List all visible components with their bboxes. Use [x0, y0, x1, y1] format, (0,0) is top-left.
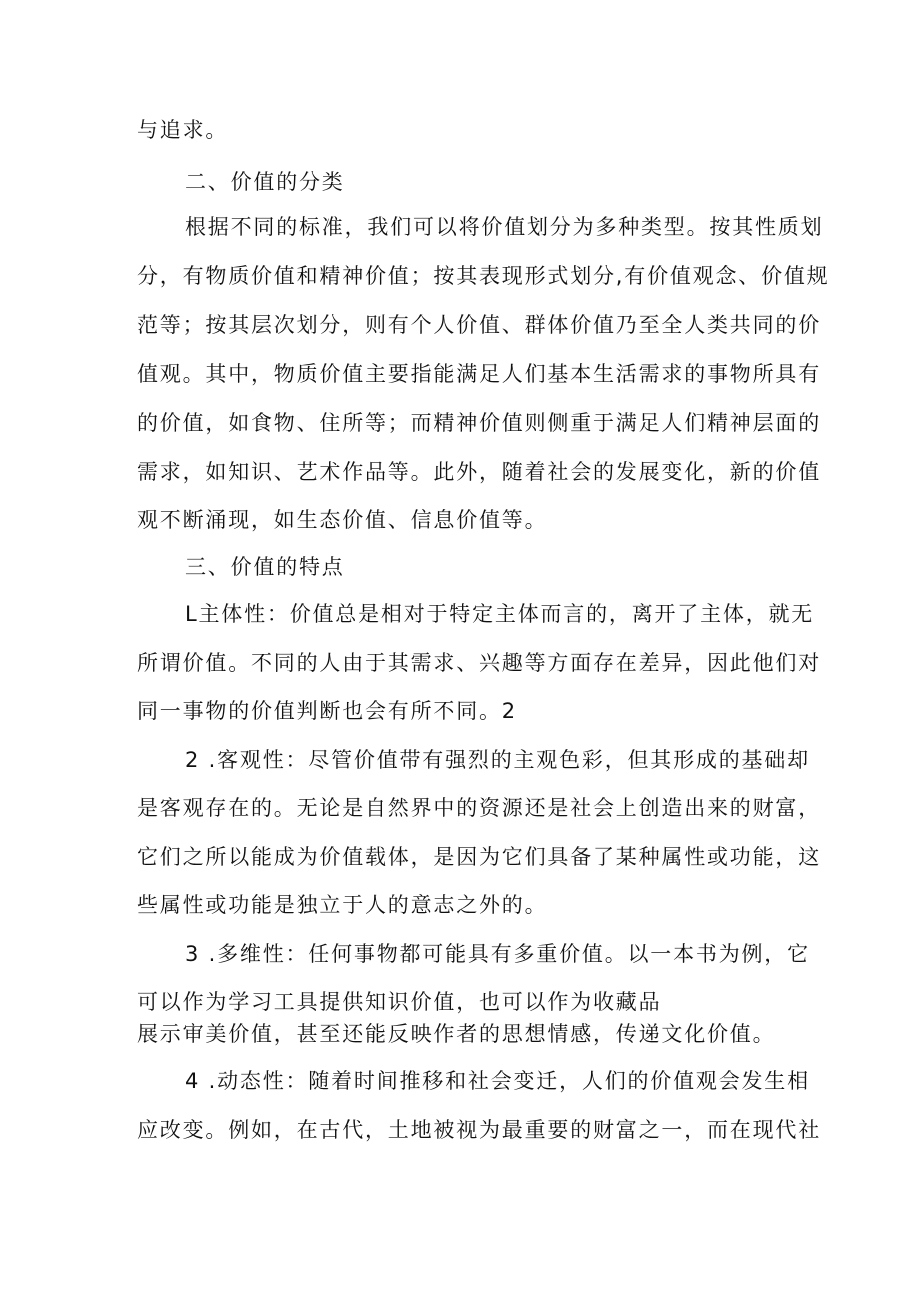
- continuation-text: 与追求。: [137, 118, 229, 142]
- item1-line: 同一事物的价值判断也会有所不同。2: [137, 699, 517, 723]
- paragraph-line: 范等；按其层次划分，则有个人价值、群体价值乃至全人类共同的价: [137, 313, 821, 337]
- item3-line: 3 .多维性：任何事物都可能具有多重价值。以一本书为例，它: [185, 942, 810, 966]
- paragraph-line: 观不断涌现，如生态价值、信息价值等。: [137, 508, 548, 532]
- item3-line: 可以作为学习工具提供知识价值，也可以作为收藏品: [137, 990, 662, 1014]
- item2-line: 2 .客观性：尽管价值带有强烈的主观色彩，但其形成的基础却: [185, 748, 810, 772]
- item1-line: 所谓价值。不同的人由于其需求、兴趣等方面存在差异，因此他们对: [137, 651, 821, 675]
- paragraph-line: 根据不同的标准，我们可以将价值划分为多种类型。按其性质划: [185, 215, 824, 239]
- paragraph-line: 的价值，如食物、住所等；而精神价值则侧重于满足人们精神层面的: [137, 411, 821, 435]
- paragraph-line: 分，有物质价值和精神价值；按其表现形式划分,有价值观念、价值规: [137, 264, 830, 288]
- item2-line: 是客观存在的。无论是自然界中的资源还是社会上创造出来的财富，: [137, 796, 821, 820]
- paragraph-line: 需求，如知识、艺术作品等。此外，随着社会的发展变化，新的价值: [137, 460, 821, 484]
- item3-line: 展示审美价值，甚至还能反映作者的思想情感，传递文化价值。: [137, 1022, 776, 1046]
- item1-line: L主体性：价值总是相对于特定主体而言的，离开了主体，就无: [185, 602, 815, 626]
- section-heading-classification: 二、价值的分类: [185, 170, 345, 194]
- item4-line: 4 .动态性：随着时间推移和社会变迁，人们的价值观会发生相: [185, 1069, 810, 1093]
- section-heading-characteristics: 三、价值的特点: [185, 555, 345, 579]
- item2-line: 它们之所以能成为价值载体，是因为它们具备了某种属性或功能，这: [137, 845, 821, 869]
- item2-line: 些属性或功能是独立于人的意志之外的。: [137, 893, 548, 917]
- item4-line: 应改变。例如，在古代，土地被视为最重要的财富之一，而在现代社: [137, 1118, 821, 1142]
- paragraph-line: 值观。其中，物质价值主要指能满足人们基本生活需求的事物所具有: [137, 362, 821, 386]
